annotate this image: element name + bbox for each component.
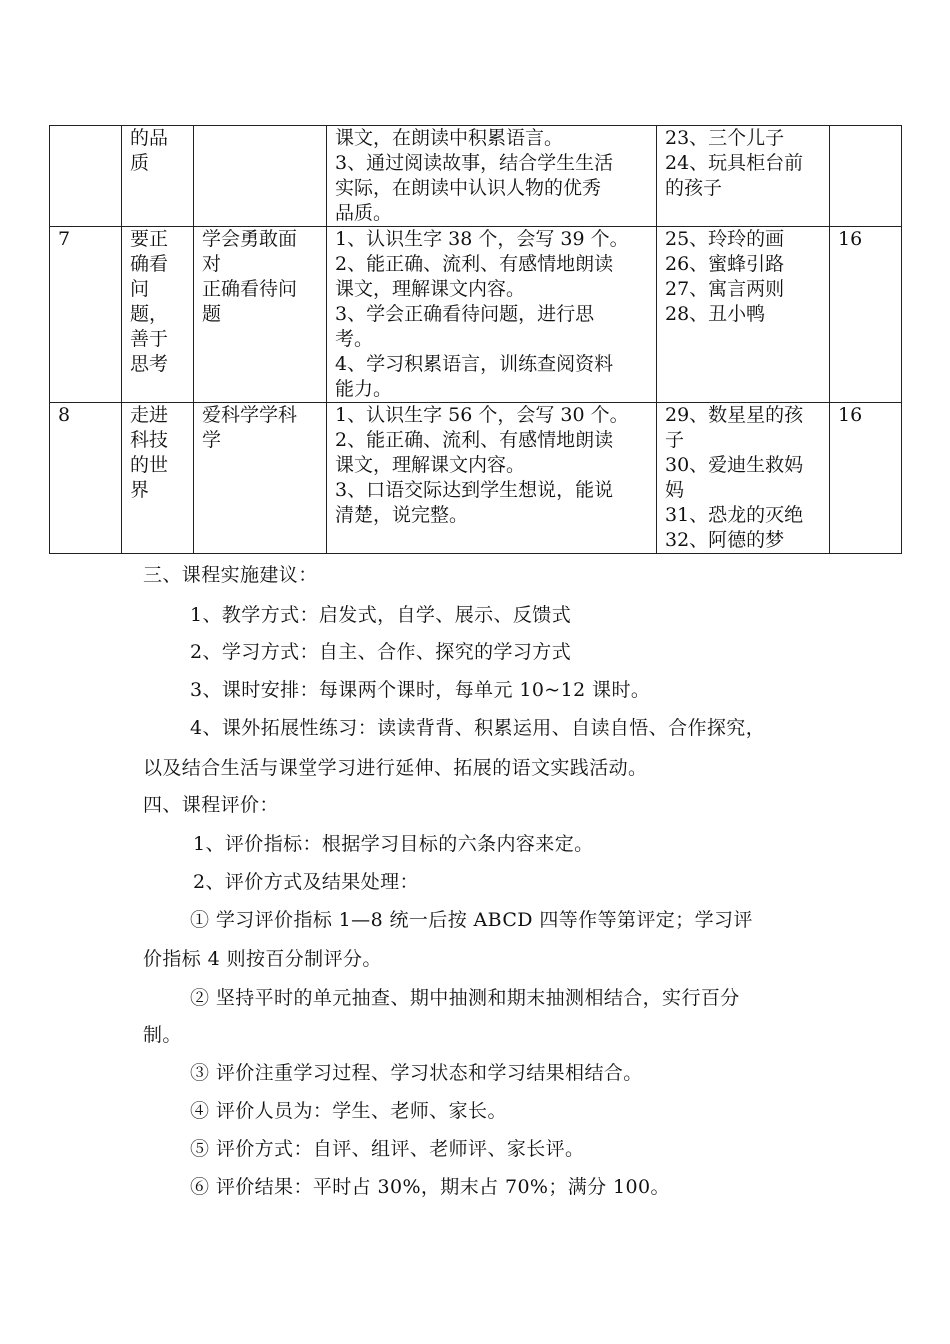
hours-cell: 16: [830, 403, 902, 554]
lessons-cell: [657, 126, 830, 227]
cell-text-line: 4、学习积累语言，训练查阅资料: [335, 353, 614, 375]
criterion-2: ② 坚持平时的单元抽查、期中抽测和期末抽测相结合，实行百分: [190, 987, 740, 1009]
table-row: [50, 403, 902, 554]
cell-text-line: 问: [130, 278, 150, 300]
cell-text-line: 确看: [130, 253, 169, 275]
cell-text-line: 26、蜜蜂引路: [665, 253, 785, 275]
cell-text-line: 品质。: [335, 202, 393, 224]
cell-text-line: 能力。: [335, 378, 393, 400]
unit-title-cell: [122, 403, 194, 554]
cell-text-line: 31、恐龙的灭绝: [665, 504, 804, 526]
criterion-3: ③ 评价注重学习过程、学习状态和学习结果相结合。: [190, 1062, 643, 1084]
criterion-1-cont: 价指标 4 则按百分制评分。: [143, 948, 382, 970]
table-row: [50, 227, 902, 403]
cell-text-line: 27、寓言两则: [665, 278, 785, 300]
evaluation-indicator-item: 1、评价指标：根据学习目标的六条内容来定。: [193, 833, 594, 855]
hours-cell: 16: [830, 227, 902, 403]
cell-text-line: 子: [665, 429, 685, 451]
cell-text-line: 学: [202, 429, 222, 451]
learning-goals-cell: [327, 403, 657, 554]
cell-text-line: 课文，在朗读中积累语言。: [335, 127, 564, 149]
criterion-1: ① 学习评价指标 1—8 统一后按 ABCD 四等作等第评定；学习评: [190, 909, 753, 931]
criterion-4: ④ 评价人员为：学生、老师、家长。: [190, 1100, 507, 1122]
unit-theme-cell: [194, 126, 327, 227]
cell-text-line: 质: [130, 152, 150, 174]
cell-text-line: 课文，理解课文内容。: [335, 454, 526, 476]
learning-goals-cell: [327, 126, 657, 227]
cell-text-line: 2、能正确、流利、有感情地朗读: [335, 429, 614, 451]
cell-text-line: 妈: [665, 479, 685, 501]
unit-number-cell: 7: [50, 227, 122, 403]
unit-title-cell: [122, 126, 194, 227]
section-heading-evaluation: 四、课程评价：: [143, 794, 279, 816]
cell-text-line: 2、能正确、流利、有感情地朗读: [335, 253, 614, 275]
cell-text-line: 23、三个儿子: [665, 127, 785, 149]
unit-number-cell: [50, 126, 122, 227]
course-table: [49, 125, 902, 554]
learning-method-item: 2、学习方式：自主、合作、探究的学习方式: [190, 641, 572, 663]
cell-text-line: 考。: [335, 328, 374, 350]
criterion-5: ⑤ 评价方式：自评、组评、老师评、家长评。: [190, 1138, 585, 1160]
schedule-item: 3、课时安排：每课两个课时，每单元 10~12 课时。: [190, 679, 651, 701]
cell-text-line: 对: [202, 253, 222, 275]
cell-text-line: 课文，理解课文内容。: [335, 278, 526, 300]
cell-text-line: 题，: [130, 303, 169, 325]
teaching-method-item: 1、教学方式：启发式，自学、展示、反馈式: [190, 604, 572, 626]
cell-text-line: 24、玩具柜台前: [665, 152, 804, 174]
cell-text-line: 走进: [130, 404, 169, 426]
cell-text-line: 28、丑小鸭: [665, 303, 766, 325]
cell-text-line: 29、数星星的孩: [665, 404, 804, 426]
section-heading-implementation: 三、课程实施建议：: [143, 564, 318, 586]
cell-text-line: 25、玲玲的画: [665, 228, 785, 250]
cell-text-line: 爱科学学科: [202, 404, 298, 426]
cell-text-line: 清楚，说完整。: [335, 504, 469, 526]
cell-text-line: 32、阿德的梦: [665, 529, 785, 551]
hours-cell: [830, 126, 902, 227]
table-row: [50, 126, 902, 227]
cell-text-line: 科技: [130, 429, 169, 451]
cell-text-line: 1、认识生字 56 个，会写 30 个。: [335, 404, 629, 426]
extension-practice-item-cont: 以及结合生活与课堂学习进行延伸、拓展的语文实践活动。: [143, 757, 648, 779]
cell-text-line: 思考: [130, 353, 169, 375]
cell-text-line: 善于: [130, 328, 169, 350]
cell-text-line: 题: [202, 303, 222, 325]
cell-text-line: 学会勇敢面: [202, 228, 298, 250]
cell-text-line: 的孩子: [665, 177, 723, 199]
criterion-6: ⑥ 评价结果：平时占 30%，期末占 70%；满分 100。: [190, 1176, 670, 1198]
cell-text-line: 1、认识生字 38 个，会写 39 个。: [335, 228, 629, 250]
cell-text-line: 的品: [130, 127, 169, 149]
unit-title-cell: [122, 227, 194, 403]
unit-number-cell: 8: [50, 403, 122, 554]
cell-text-line: 3、学会正确看待问题，进行思: [335, 303, 595, 325]
criterion-2-cont: 制。: [143, 1024, 182, 1046]
cell-text-line: 界: [130, 479, 150, 501]
lessons-cell: [657, 227, 830, 403]
cell-text-line: 3、口语交际达到学生想说，能说: [335, 479, 614, 501]
cell-text-line: 实际，在朗读中认识人物的优秀: [335, 177, 602, 199]
cell-text-line: 3、通过阅读故事，结合学生生活: [335, 152, 614, 174]
evaluation-method-item: 2、评价方式及结果处理：: [193, 871, 419, 893]
extension-practice-item: 4、课外拓展性练习：读读背背、积累运用、自读自悟、合作探究，: [190, 717, 766, 739]
unit-theme-cell: [194, 403, 327, 554]
lessons-cell: [657, 403, 830, 554]
cell-text-line: 的世: [130, 454, 169, 476]
unit-theme-cell: [194, 227, 327, 403]
cell-text-line: 正确看待问: [202, 278, 298, 300]
cell-text-line: 要正: [130, 228, 169, 250]
course-table-body: [50, 126, 902, 554]
cell-text-line: 30、爱迪生救妈: [665, 454, 804, 476]
learning-goals-cell: [327, 227, 657, 403]
